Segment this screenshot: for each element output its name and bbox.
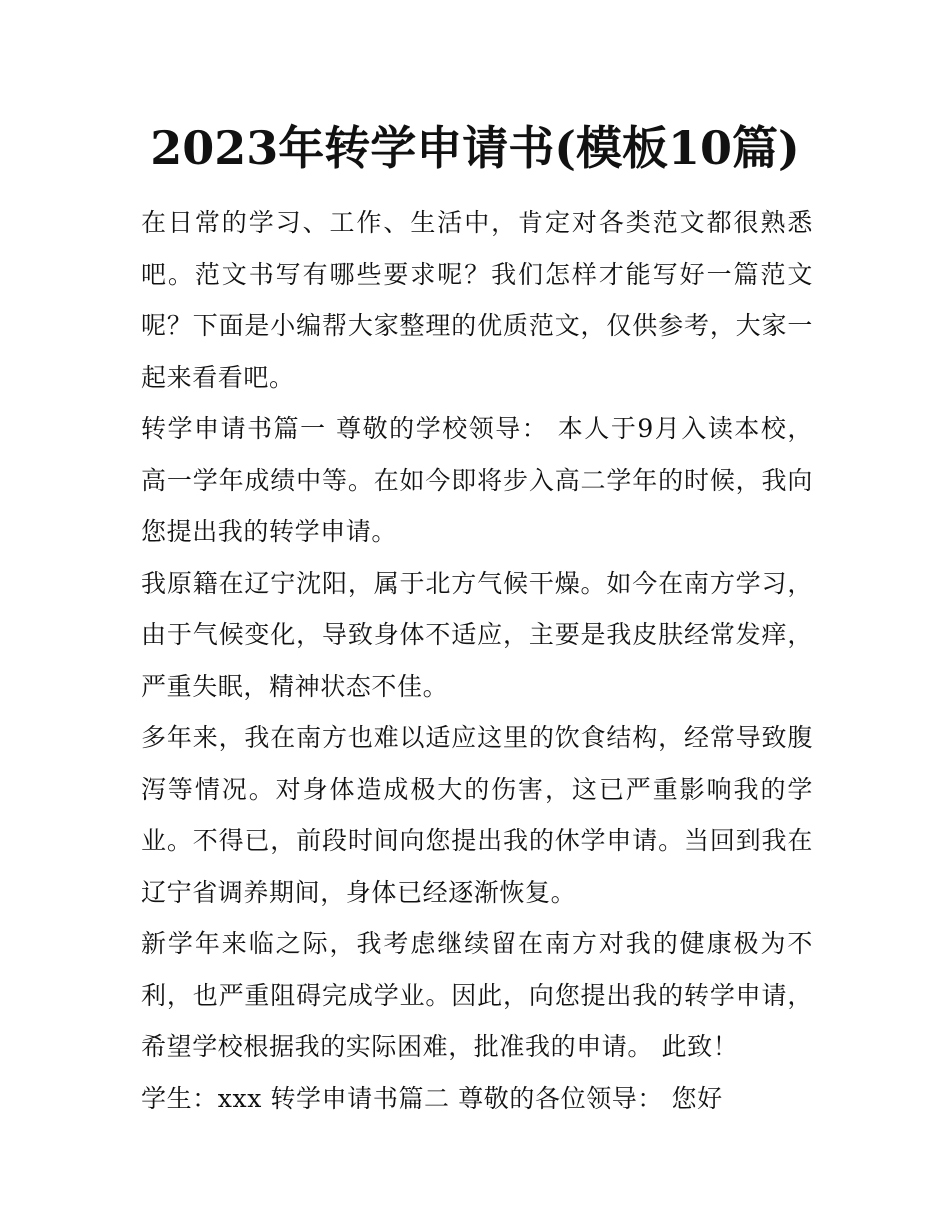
- paragraph-signature-next: 学生：xxx 转学申请书篇二 尊敬的各位领导： 您好: [141, 1083, 723, 1113]
- paragraph-request: 新学年来临之际，我考虑继续留在南方对我的健康极为不利，也严重阻碍完成学业。因此，向您提出我的转学申请，希望学校根据我的实际困难，批准我的申请。 此致！: [141, 929, 813, 1061]
- document-title: 2023年转学申请书(模板10篇): [150, 121, 800, 175]
- paragraph-intro: 在日常的学习、工作、生活中，肯定对各类范文都很熟悉吧。范文书写有哪些要求呢？我们怎样才能写好一篇范文呢？下面是小编帮大家整理的优质范文，仅供参考，大家一起来看看吧。: [141, 208, 813, 392]
- paragraph-health: 多年来，我在南方也难以适应这里的饮食结构，经常导致腹泻等情况。对身体造成极大的伤害，这已严重影响我的学业。不得已，前段时间向您提出我的休学申请。当回到我在辽宁省调养期间，身体已经逐渐恢复。: [141, 723, 813, 907]
- paragraph-origin: 我原籍在辽宁沈阳，属于北方气候干燥。如今在南方学习，由于气候变化，导致身体不适应，主要是我皮肤经常发痒，严重失眠，精神状态不佳。: [141, 568, 813, 701]
- paragraph-letter-opening: 转学申请书篇一 尊敬的学校领导： 本人于9月入读本校，高一学年成绩中等。在如今即将步入高二学年的时候，我向您提出我的转学申请。: [141, 414, 813, 546]
- document-body: [141, 197, 813, 1124]
